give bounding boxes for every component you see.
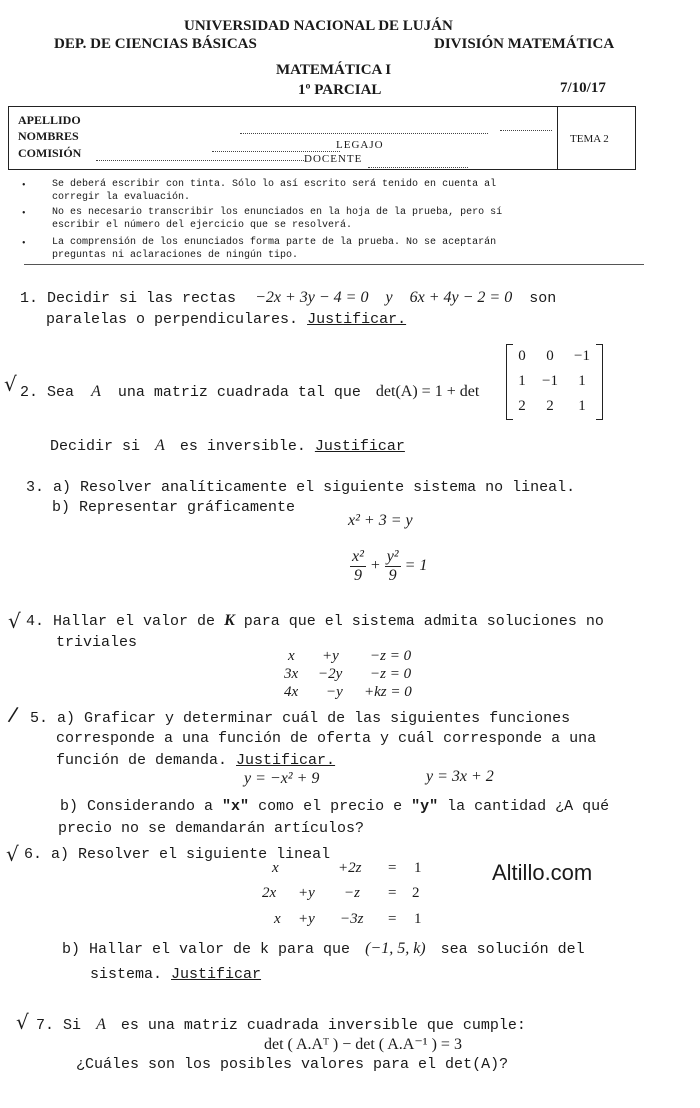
tema-label: TEMA 2 [570,133,609,145]
q4-k: K [224,612,235,629]
q7-line2: ¿Cuáles son los posibles valores para el det(A)? [76,1056,509,1073]
q5-f2: y = 3x + 2 [426,768,494,785]
q3-a: a) Resolver analíticamente el siguiente sistema no lineal. [53,479,576,496]
subject-title: MATEMÁTICA I [276,62,392,78]
comision-label: COMISIÓN [18,146,82,160]
nombres-label: NOMBRES [18,129,79,143]
matrix-cell: 1 [518,373,526,389]
q4-text-b: para que el sistema admita soluciones no [243,613,604,630]
q6-b-line1 [62,940,585,958]
q2-line1 [20,383,479,401]
q6-cell: 1 [414,860,422,876]
q2-var: A [91,383,101,400]
docente-line[interactable] [368,157,468,168]
q2-justify: Justificar [314,438,405,455]
q6-b-line2 [90,966,261,983]
q6-cell: = [388,911,397,927]
matrix-cell: 1 [578,398,586,414]
exam-title: 1º PARCIAL [298,82,382,98]
matrix-cell: 2 [518,398,526,414]
note-line: Se deberá escribir con tinta. Sólo lo así escrito será tenido en cuenta al [52,179,497,190]
q5-line1-text: a) Graficar y determinar cuál de las siguientes funciones [57,710,571,727]
q6-cell: +2z [338,860,362,876]
q4-row: −y [326,684,343,700]
watermark-text: Altillo.com [492,860,593,885]
q1-number: 1. [20,290,39,307]
q6-tuple: (−1, 5, k) [365,940,426,957]
university-name: UNIVERSIDAD NACIONAL DE LUJÁN [184,18,453,34]
q4-text-a: Hallar el valor de [53,613,216,630]
matrix-cell: −1 [574,348,590,364]
q6-cell: x [274,911,281,927]
q1-justify: Justificar. [307,311,407,328]
q5-by: "y" [411,798,439,815]
q3-frac2: $\frac{\text{y²}}{9}$ [386,548,399,584]
q7-line1a: Si [63,1017,82,1034]
q5-b-line1 [60,798,609,815]
q1-text: Decidir si las rectas [47,290,237,307]
q2-line2b: es inversible. [179,438,306,455]
q6-cell: 1 [414,911,422,927]
department-name: DEP. DE CIENCIAS BÁSICAS [54,36,257,52]
q3-frac1: $\frac{\text{x²}}{9}$ [352,548,364,584]
q3-number: 3. [26,479,45,496]
q2-line2a: Decidir si [50,438,141,455]
q1-text-b: son [529,290,557,307]
note-line: No es necesario transcribir los enunciados en la hoja de la prueba, pero sí [52,207,503,218]
q5-bx: "x" [222,798,250,815]
q5-b1b: como el precio e [258,798,403,815]
matrix-right-bracket [596,344,603,420]
q6-cell: 2x [262,885,277,901]
q2-eq: det(A) = 1 + det [375,383,480,400]
q4-row: −2y [318,666,343,682]
q6-cell: −3z [340,911,364,927]
notes-divider [24,264,644,265]
q3-b: b) Representar gráficamente [52,499,296,516]
matrix-cell: −1 [542,373,558,389]
q2-line2 [50,437,405,455]
q7-eq: det ( A.Aᵀ ) − det ( A.A⁻¹ ) = 3 [264,1036,462,1053]
q2-text: Sea [47,384,75,401]
bullet-icon: • [22,180,26,191]
q1-eq1: −2x + 3y − 4 = 0 [255,289,369,306]
q3-line1 [26,479,575,496]
matrix-cell: 1 [578,373,586,389]
q4-number: 4. [26,613,45,630]
q6-b2: sistema. [90,966,163,983]
q5-justify: Justificar. [236,752,336,769]
q7-number: 7. [36,1017,55,1034]
q6-cell: = [388,860,397,876]
q5-number: 5. [30,710,49,727]
q4-line1 [26,612,604,630]
q6-cell: −z [344,885,360,901]
q5-line3 [56,752,335,769]
q4-row: +y [322,648,339,664]
q3-eq1: x² + 3 = y [348,512,413,529]
check-icon: √ [8,609,21,633]
box-divider [557,107,558,169]
q5-f1: y = −x² + 9 [244,770,320,787]
matrix-cell: 0 [546,348,554,364]
check-icon: √ [16,1010,29,1034]
q6-cell: = [388,885,397,901]
q6-cell: +y [298,911,315,927]
q2-text2: una matriz cuadrada tal que [117,384,361,401]
q2-number: 2. [20,384,39,401]
q6-cell: x [272,860,279,876]
name-line[interactable] [240,123,488,134]
q6-a: a) Resolver el siguiente lineal [51,846,331,863]
exam-date: 7/10/17 [560,80,606,96]
q1-line1 [20,289,556,307]
q6-b1c: sea solución del [440,941,585,958]
q4-row: −z = 0 [370,666,412,682]
q6-justify: Justificar [171,966,262,983]
q6-line1 [24,846,330,863]
docente-label: DOCENTE [304,153,363,165]
q6-b1: b) Hallar el valor de k para que [62,941,351,958]
q5-b1a: b) Considerando a [60,798,214,815]
q6-cell: 2 [412,885,420,901]
check-icon: / [7,701,20,727]
q5-line3-text: función de demanda. [56,752,228,769]
q6-cell: +y [298,885,315,901]
legajo-label: LEGAJO [336,139,384,151]
q5-b-line2: precio no se demandarán artículos? [58,820,365,837]
q5-line1 [30,710,570,727]
q5-line2: corresponde a una función de oferta y cuál corresponde a una [56,730,597,747]
comision-line[interactable] [96,150,306,161]
apellido-line[interactable] [500,120,552,131]
q1-line2 [46,311,406,328]
q2-var-b: A [155,437,165,454]
q4-row: 4x [284,684,299,700]
check-icon: √ [6,842,19,866]
note-line: preguntas ni aclaraciones de ningún tipo. [52,250,299,261]
q7-var: A [96,1016,106,1033]
bullet-icon: • [22,238,26,249]
q4-row: 3x [284,666,299,682]
matrix-cell: 2 [546,398,554,414]
bullet-icon: • [22,208,26,219]
q5-b1c: la cantidad ¿A qué [447,798,610,815]
q4-row: x [288,648,295,664]
q1-line2-text: paralelas o perpendiculares. [46,311,299,328]
apellido-label: APELLIDO [18,113,81,127]
q4-line2: triviales [56,634,138,651]
q7-line1b: es una matriz cuadrada inversible que cumple: [120,1017,526,1034]
note-line: corregir la evaluación. [52,192,191,203]
q6-number: 6. [24,846,43,863]
q4-row: −z = 0 [370,648,412,664]
matrix-cell: 0 [518,348,526,364]
q7-line1 [36,1016,526,1034]
division-name: DIVISIÓN MATEMÁTICA [434,36,615,52]
q3-eq2: $\frac{\text{x²}}{9}$ + $\frac{\text{y²}}{9}$ = 1 [352,548,428,584]
q4-row: +kz = 0 [364,684,412,700]
check-icon: √ [4,372,17,396]
note-line: escribir el número del ejercicio que se resolverá. [52,220,353,231]
q1-eq2: 6x + 4y − 2 = 0 [409,289,513,306]
note-line: La comprensión de los enunciados forma parte de la prueba. No se aceptarán [52,237,497,248]
q1-conj: y [385,289,393,306]
